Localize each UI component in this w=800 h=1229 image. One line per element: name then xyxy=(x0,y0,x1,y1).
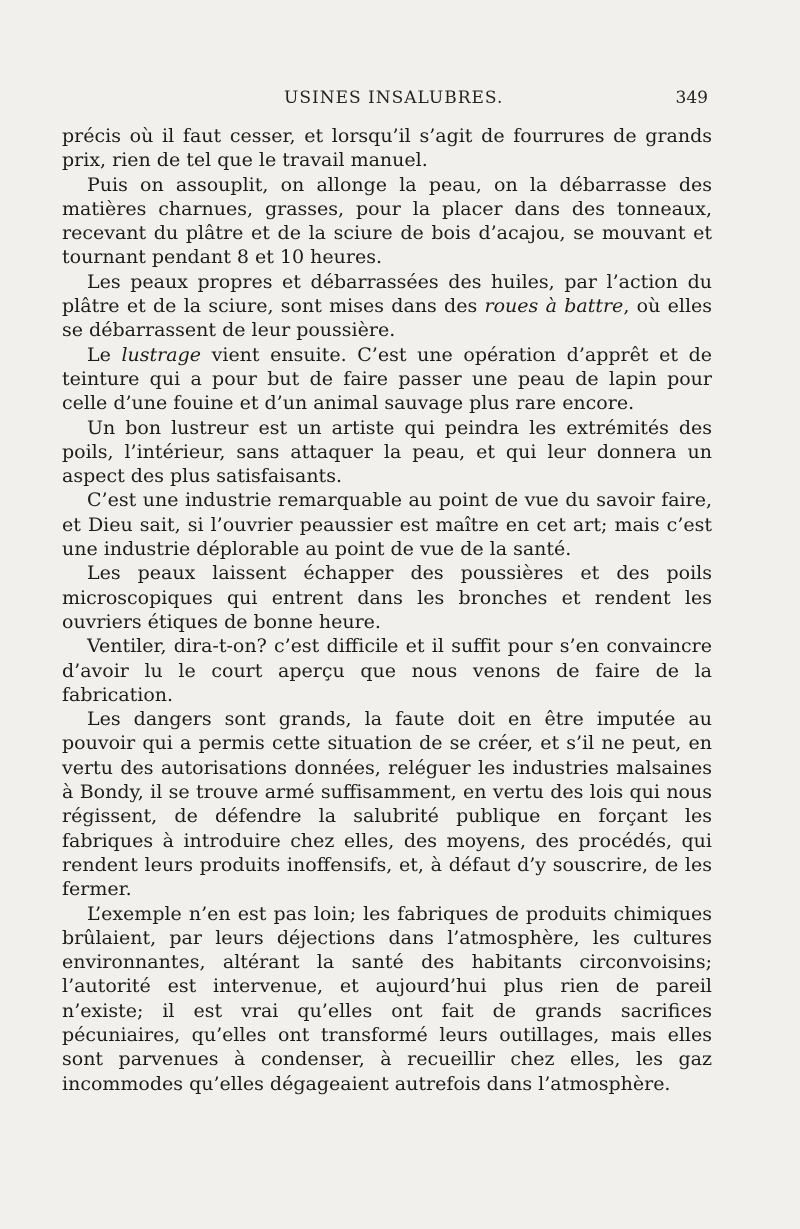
body-text xyxy=(62,124,712,1096)
paragraph: C’est une industrie remarquable au point de vue du savoir faire, et Dieu sait, si l’ouvrier peaussier est maître en cet art; mais c’est une industrie déplorable au point de vue de la santé. xyxy=(62,489,712,561)
paragraph: Un bon lustreur est un artiste qui peindra les extrémités des poils, l’intérieur, sans attaquer la peau, et qui leur donnera un aspect des plus satisfaisants. xyxy=(62,416,712,488)
paragraph: Les peaux propres et débarrassées des huiles, par l’action du plâtre et de la sciure, sont mises dans des roues à battre, où elles se débarrassent de leur poussière. xyxy=(62,270,713,342)
paragraph: Les peaux laissent échapper des poussières et des poils microscopiques qui entrent dans les bronches et rendent les ouvriers étiques de bonne heure. xyxy=(62,562,712,633)
paragraph: précis où il faut cesser, et lorsqu’il s’agit de fourrures de grands prix, rien de tel que le travail manuel. xyxy=(62,125,712,172)
running-title: USINES INSALUBRES. xyxy=(284,88,504,108)
running-head xyxy=(62,88,712,118)
paragraph: Les dangers sont grands, la faute doit en être imputée au pouvoir qui a permis cette situation de se créer, et s’il ne peut, en vertu des autorisations données, reléguer les industries malsaines à Bondy, il se trouve armé suffisamment, en vertu des lois qui nous régissent, de défendre la salubrité publique en forçant les fabriques à introduire chez elles, des moyens, des procédés, qui rendent leurs produits inoffensifs, et, à défaut d’y souscrire, de les fermer. xyxy=(62,708,712,901)
italic-term: roues à battre xyxy=(484,295,624,318)
paragraph: Ventiler, dira-t-on? c’est difficile et il suffit pour s’en convaincre d’avoir lu le court aperçu que nous venons de faire de la fabrication. xyxy=(62,635,712,706)
italic-term: lustrage xyxy=(121,343,202,366)
paragraph: L’exemple n’en est pas loin; les fabriques de produits chimiques brûlaient, par leurs déjections dans l’atmosphère, les cultures environnantes, altérant la santé des habitants circonvoisins; l’autorité est intervenue, et aujourd’hui plus rien de pareil n’existe; il est vrai qu’elles ont fait de grands sacrifices pécuniaires, qu’elles ont transformé leurs outillages, mais elles sont parvenues à condenser, à recueillir chez elles, les gaz incommodes qu’elles dégageaient autrefois dans l’atmosphère. xyxy=(62,902,712,1095)
paragraph: Le lustrage vient ensuite. C’est une opération d’apprêt et de teinture qui a pour but de faire passer une peau de lapin pour celle d’une fouine et d’un animal sauvage plus rare encore. xyxy=(62,343,712,415)
paragraph: Puis on assouplit, on allonge la peau, on la débarrasse des matières charnues, grasses, pour la placer dans des tonneaux, recevant du plâtre et de la sciure de bois d’acajou, se mouvant et tournant pendant 8 et 10 heures. xyxy=(62,173,712,269)
page-number: 349 xyxy=(675,88,708,108)
